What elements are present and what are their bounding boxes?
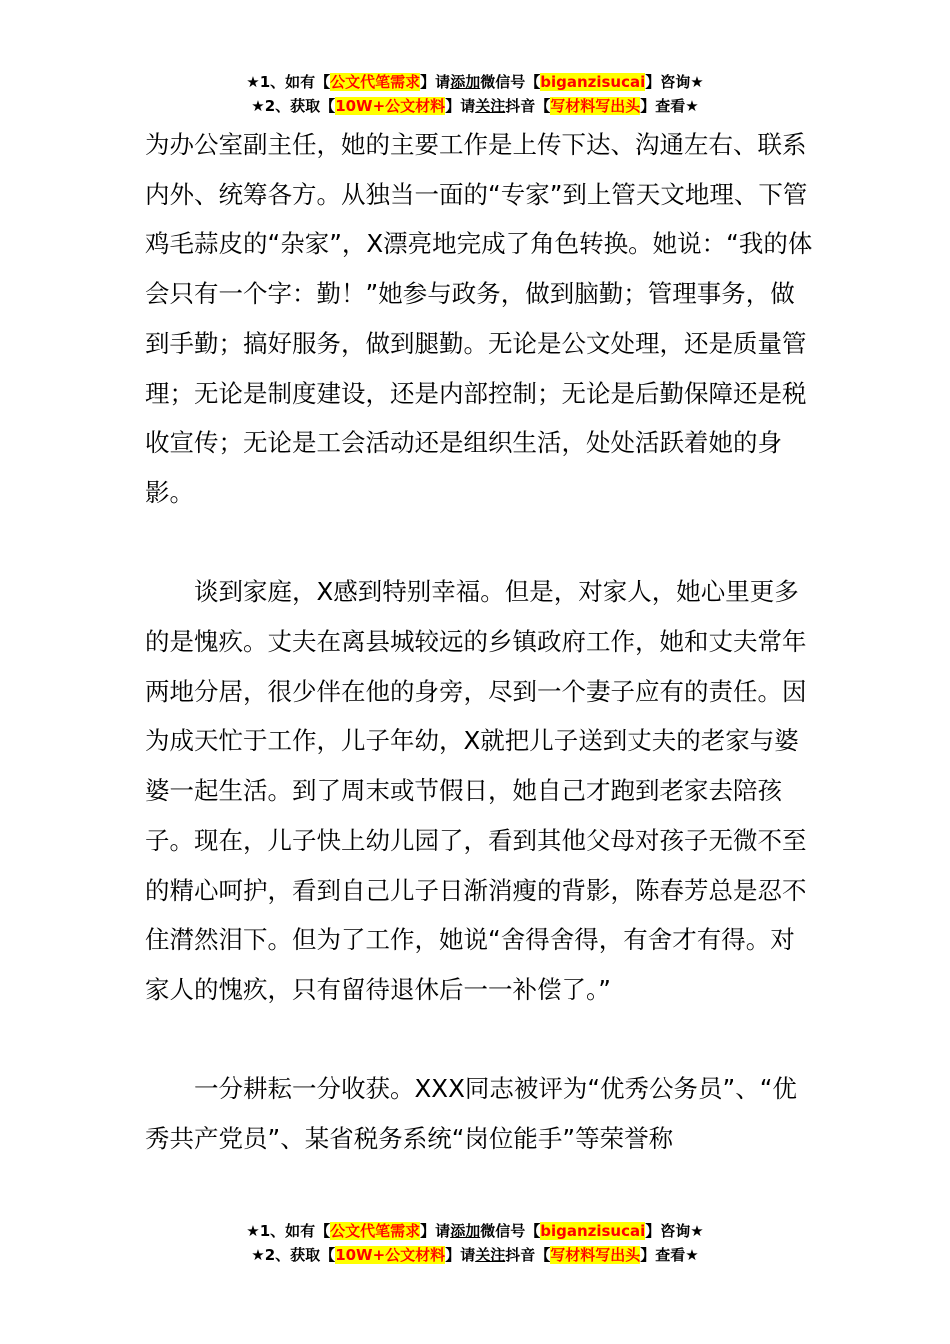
banner-highlight: 公文代笔需求	[330, 1222, 421, 1240]
banner-text: 抖音【	[505, 1246, 551, 1264]
banner-text: 微信号【	[480, 1222, 541, 1240]
banner-text: ★1、如有【	[246, 1222, 331, 1240]
banner-text: 】请	[420, 73, 451, 91]
banner-text: 】咨询★	[645, 1222, 704, 1240]
banner-text: ★2、获取【	[251, 97, 336, 115]
banner-line-2	[0, 94, 950, 118]
banner-highlight: biganzisucai	[540, 1222, 646, 1240]
paragraph-gap	[145, 1015, 815, 1065]
banner-line-1	[0, 70, 950, 94]
banner-highlight: 10W+公文材料	[335, 97, 446, 115]
banner-underlined: 添加	[450, 73, 481, 91]
banner-text: 】请	[445, 1246, 476, 1264]
banner-line-2	[0, 1243, 950, 1267]
banner-text: 抖音【	[505, 97, 551, 115]
banner-text: 】查看★	[640, 97, 699, 115]
banner-text: 】查看★	[640, 1246, 699, 1264]
banner-underlined: 关注	[475, 97, 506, 115]
document-body	[145, 120, 815, 1164]
paragraph-gap	[145, 518, 815, 568]
banner-highlight: 写材料写出头	[550, 97, 641, 115]
banner-text: ★2、获取【	[251, 1246, 336, 1264]
banner-text: 】请	[445, 97, 476, 115]
banner-highlight: biganzisucai	[540, 73, 646, 91]
banner-underlined: 添加	[450, 1222, 481, 1240]
banner-text: 微信号【	[480, 73, 541, 91]
banner-highlight: 写材料写出头	[550, 1246, 641, 1264]
banner-underlined: 关注	[475, 1246, 506, 1264]
paragraph-3: 一分耕耘一分收获。XXX同志被评为“优秀公务员”、“优秀共产党员”、某省税务系统“岗位能手”等荣誉称	[145, 1074, 797, 1154]
banner-highlight: 公文代笔需求	[330, 73, 421, 91]
banner-text: 】请	[420, 1222, 451, 1240]
banner-text: 】咨询★	[645, 73, 704, 91]
banner-text: ★1、如有【	[246, 73, 331, 91]
paragraph-2: 谈到家庭，X感到特别幸福。但是，对家人，她心里更多的是愧疚。丈夫在离县城较远的乡镇政府工作，她和丈夫常年两地分居，很少伴在他的身旁，尽到一个妻子应有的责任。因为成天忙于工作，儿子年幼，X就把儿子送到丈夫的老家与婆婆一起生活。到了周末或节假日，她自己才跑到老家去陪孩子。现在，儿子快上幼儿园了，看到其他父母对孩子无微不至的精心呵护，看到自己儿子日渐消瘦的背影，陈春芳总是忍不住潸然泪下。但为了工作，她说“舍得舍得，有舍才有得。对家人的愧疚，只有留待退休后一一补偿了。”	[145, 577, 807, 1004]
paragraph-1: 为办公室副主任，她的主要工作是上传下达、沟通左右、联系内外、统筹各方。从独当一面的“专家”到上管天文地理、下管鸡毛蒜皮的“杂家”，X漂亮地完成了角色转换。她说：“我的体会只有一个字：勤！”她参与政务，做到脑勤；管理事务，做到手勤；搞好服务，做到腿勤。无论是公文处理，还是质量管理；无论是制度建设，还是内部控制；无论是后勤保障还是税收宣传；无论是工会活动还是组织生活，处处活跃着她的身影。	[145, 130, 813, 507]
banner-line-1	[0, 1219, 950, 1243]
header-banner	[0, 70, 950, 118]
banner-highlight: 10W+公文材料	[335, 1246, 446, 1264]
footer-banner	[0, 1219, 950, 1267]
